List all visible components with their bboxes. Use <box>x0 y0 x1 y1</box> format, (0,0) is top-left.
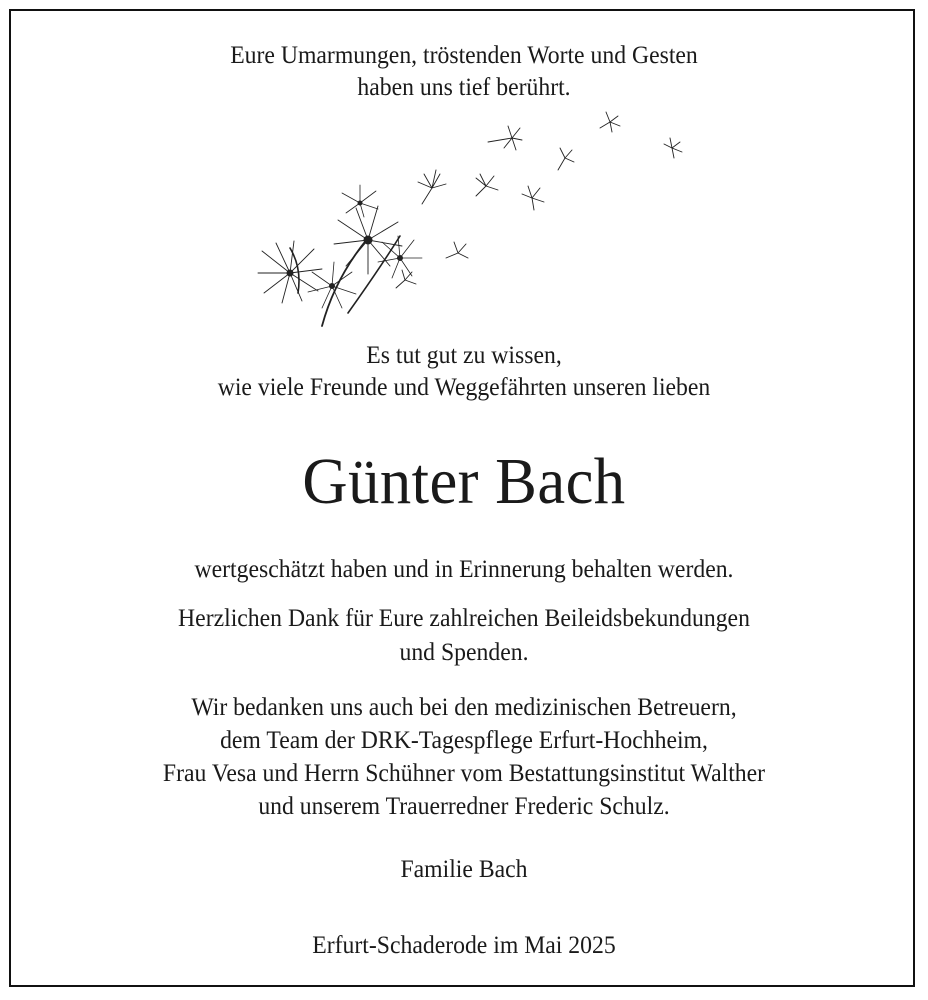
acknowledgement-line-3: Frau Vesa und Herrn Schühner vom Bestattungsinstitut Walther <box>162 760 766 787</box>
remembrance-line: wertgeschätzt haben und in Erinnerung behalten werden. <box>194 556 734 583</box>
intro-line-1: Eure Umarmungen, tröstenden Worte und Gesten <box>230 42 698 69</box>
dandelion-icon <box>240 108 700 333</box>
acknowledgement-line-2: dem Team der DRK-Tagespflege Erfurt-Hochheim, <box>220 727 708 754</box>
deceased-name: Günter Bach <box>302 445 626 518</box>
thanks-line-2: und Spenden. <box>399 639 529 666</box>
acknowledgement-line-4: und unserem Trauerredner Frederic Schulz. <box>258 793 670 820</box>
intro-line-2: haben uns tief berührt. <box>357 74 571 101</box>
place-and-date: Erfurt-Schaderode im Mai 2025 <box>312 932 616 959</box>
lead-line-2: wie viele Freunde und Weggefährten unseren lieben <box>217 374 711 401</box>
acknowledgement-line-1: Wir bedanken uns auch bei den medizinischen Betreuern, <box>191 694 737 721</box>
lead-line-1: Es tut gut zu wissen, <box>366 342 562 369</box>
family-signature: Familie Bach <box>400 856 528 883</box>
thanks-line-1: Herzlichen Dank für Eure zahlreichen Beileidsbekundungen <box>178 605 750 632</box>
